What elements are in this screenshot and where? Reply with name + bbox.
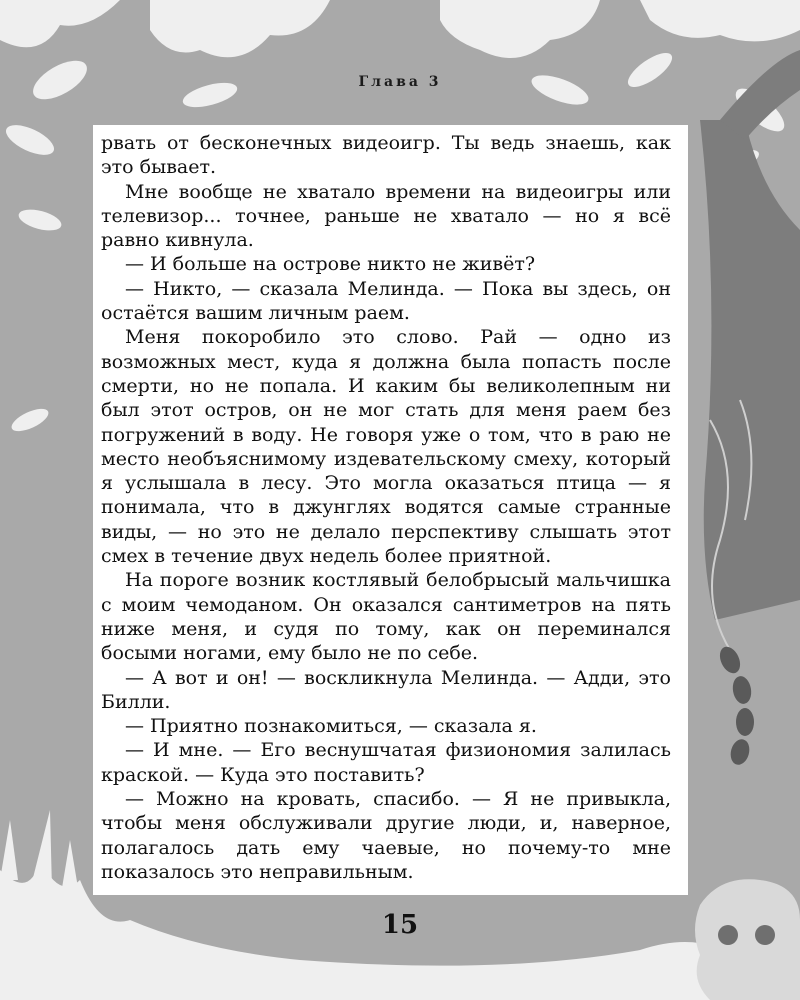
paragraph: — Можно на кровать, спасибо. — Я не привыкла, чтобы меня обслуживали другие люди, и, наверное, полагалось дать ему чаевые, но почему-то мне показалось это неправильным. [101,788,671,883]
paragraph: Мне вообще не хватало времени на видеоигры или телевизор... точнее, раньше не хватало — но я всё равно кивнула. [101,180,671,252]
paragraph: Меня покоробило это слово. Рай — одно из возможных мест, куда я должна была попасть после смерти, но не попала. И каким бы великолепным ни был этот остров, он не мог стать для меня раем без погружений в воду. Не говоря уже о том, что в раю не место необъяснимому издевательскому смеху, который я услышала в лесу. Это могла оказаться птица — я понимала, что в джунглях водятся самые странные виды, — но это не делало перспективу слышать этот смех в течение двух недель более приятной. [101,326,671,568]
page-number: 15 [381,910,419,940]
paragraph: — И мне. — Его веснушчатая физиономия залилась краской. — Куда это поставить? [101,739,671,786]
paragraph: — И больше на острове никто не живёт? [125,253,536,276]
paragraph: рвать от бесконечных видеоигр. Ты ведь знаешь, как это бывает. [101,132,671,179]
paragraph: — А вот и он! — воскликнула Мелинда. — Адди, это Билли. [101,666,671,713]
page-text [101,131,671,884]
paragraph: — Приятно познакомиться, — сказала я. [125,715,537,738]
chapter-header: Глава 3 [358,74,442,90]
paragraph: — Никто, — сказала Мелинда. — Пока вы здесь, он остаётся вашим личным раем. [101,277,671,325]
paragraph: На пороге возник костлявый белобрысый мальчишка с моим чемоданом. Он оказался сантиметров на пять ниже меня, и судя по тому, как он переминался босыми ногами, ему было не по себе. [101,569,671,665]
